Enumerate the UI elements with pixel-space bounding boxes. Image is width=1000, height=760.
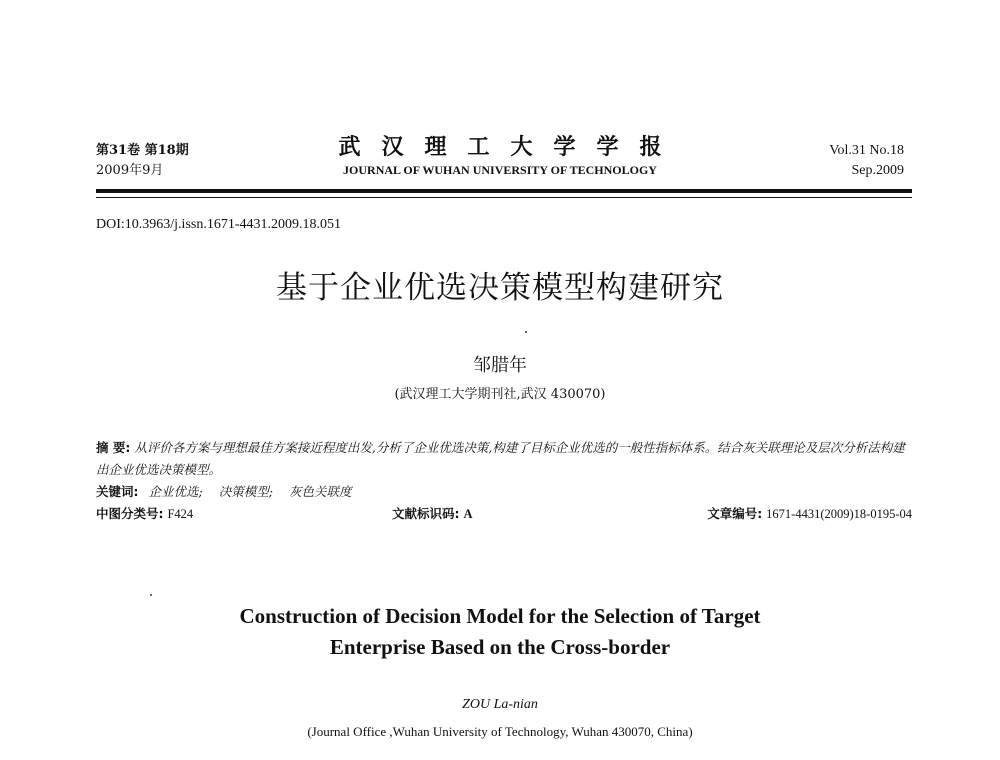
- paper-title-cn: 基于企业优选决策模型构建研究: [276, 270, 724, 306]
- keyword-item: 灰色关联度: [288, 484, 352, 499]
- clc-value: F424: [167, 507, 194, 521]
- document-code: [392, 503, 473, 525]
- scan-speck: [525, 331, 527, 333]
- keywords-row: [96, 481, 916, 503]
- header-rule-thick: [96, 189, 912, 193]
- journal-masthead: [300, 133, 700, 179]
- clc-number: [96, 503, 193, 525]
- author-cn: 邹腊年: [473, 355, 527, 376]
- clc-label: 中图分类号:: [96, 506, 164, 521]
- date-en: Sep.2009: [851, 163, 904, 178]
- volume-en: Vol.31 No.18: [829, 143, 904, 158]
- doc-code-label: 文献标识码:: [392, 506, 460, 521]
- article-number: [707, 503, 912, 525]
- article-no-value: 1671-4431(2009)18-0195-04: [766, 507, 912, 521]
- journal-name-cn: 武汉理工大学学报: [338, 134, 683, 160]
- keyword-item: 企业优选;: [148, 484, 203, 499]
- title-en-line-2: Enterprise Based on the Cross-border: [329, 635, 671, 659]
- abstract-paragraph: [96, 437, 916, 481]
- header-right: [829, 141, 904, 181]
- author-en: ZOU La-nian: [462, 697, 538, 712]
- date-cn: 2009年9月: [96, 163, 164, 178]
- abstract-block: [96, 437, 916, 525]
- affiliation-cn: (武汉理工大学期刊社,武汉 430070): [394, 387, 606, 402]
- doc-code-value: A: [463, 507, 473, 521]
- classification-row: [96, 503, 916, 525]
- affiliation-en: (Journal Office ,Wuhan University of Technology, Wuhan 430070, China): [307, 724, 693, 739]
- volume-issue-cn: 第31卷 第18期: [96, 143, 189, 158]
- keywords-label: 关键词:: [96, 484, 139, 499]
- journal-name-en: JOURNAL OF WUHAN UNIVERSITY OF TECHNOLOGY: [343, 163, 657, 177]
- title-en-line-1: Construction of Decision Model for the Selection of Target: [239, 604, 761, 628]
- paper-title-en: [0, 601, 1000, 663]
- header-left: [96, 141, 189, 181]
- abstract-label: 摘 要:: [96, 440, 131, 455]
- abstract-text: 从评价各方案与理想最佳方案接近程度出发,分析了企业优选决策,构建了目标企业优选的一般性指标体系。结合灰关联理论及层次分析法构建出企业优选决策模型。: [96, 440, 905, 477]
- scan-speck: [150, 594, 152, 596]
- keyword-item: 决策模型;: [218, 484, 273, 499]
- article-no-label: 文章编号:: [707, 506, 763, 521]
- doi: DOI:10.3963/j.issn.1671-4431.2009.18.051: [96, 217, 341, 232]
- header-rule-thin: [96, 197, 912, 198]
